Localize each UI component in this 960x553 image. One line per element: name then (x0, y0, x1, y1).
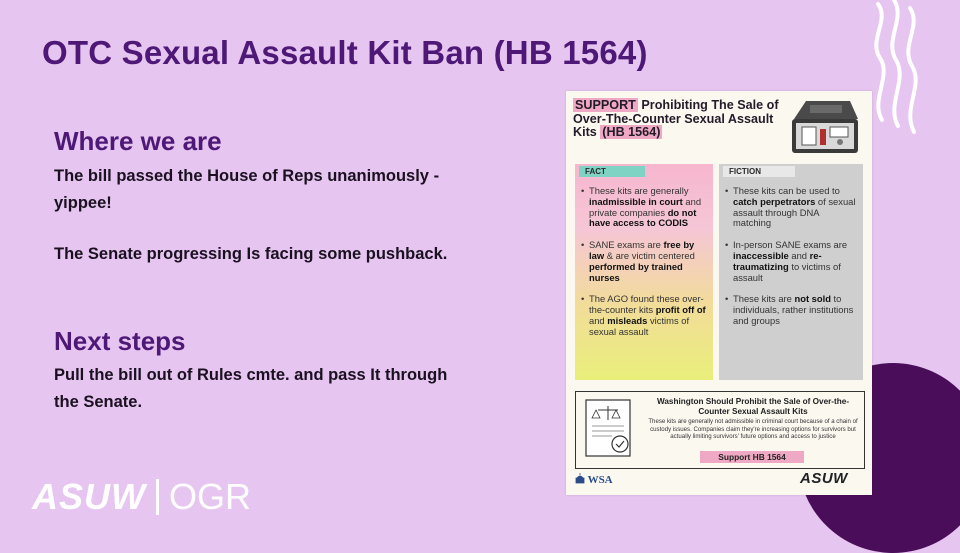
where-paragraph-1: The bill passed the House of Reps unanimously - yippee! (54, 167, 440, 212)
bottom-box-title: Washington Should Prohibit the Sale of Over-the-Counter Sexual Assault Kits (656, 397, 850, 416)
bottom-box-text: These kits are generally not admissible in criminal court because of a chain of custody issues. Companies claim they're increasing options for survivors but actually limiting survivors' future options and access to justice (648, 418, 858, 441)
section-heading-where: Where we are (54, 126, 222, 156)
asuw-logo-text: ASUW (32, 476, 146, 517)
fact-label: FACT (579, 166, 645, 177)
fact-item: • SANE exams are free by law & are victim centered performed by trained nurses (581, 240, 707, 283)
support-hb1564-button: Support HB 1564 (700, 451, 804, 463)
ogr-logo-text: OGR (169, 476, 252, 517)
policy-poster (566, 91, 872, 495)
bottom-summary-box (575, 391, 865, 469)
legal-document-icon (582, 398, 642, 460)
asuw-ogr-logo (32, 478, 251, 516)
poster-support-highlight: SUPPORT (575, 98, 636, 112)
poster-asuw-logo: ASUW (800, 470, 848, 487)
decorative-squiggle-icon (860, 0, 960, 160)
next-paragraph-1: Pull the bill out of Rules cmte. and pass It through the Senate. (54, 366, 448, 411)
wsa-logo: WSA (575, 473, 613, 486)
poster-headline-text: Prohibiting The Sale of Over-The-Counter Sexual Assault Kits (573, 98, 779, 139)
fact-column (575, 164, 713, 380)
fiction-item: • These kits are not sold to individuals, rather institutions and groups (725, 294, 857, 326)
evidence-kit-icon (788, 97, 864, 159)
section-heading-next: Next steps (54, 326, 186, 356)
fiction-item: • These kits can be used to catch perpetrators of sexual assault through DNA matching (725, 186, 857, 229)
fiction-label: FICTION (723, 166, 795, 177)
fact-item: • These kits are generally inadmissible in court and private companies do not have access to CODIS (581, 186, 707, 229)
logo-separator (156, 479, 159, 515)
capitol-icon (575, 473, 585, 484)
slide-title: OTC Sexual Assault Kit Ban (HB 1564) (42, 34, 648, 71)
poster-bill-highlight: (HB 1564) (602, 125, 661, 139)
fiction-column (719, 164, 863, 380)
fact-item: • The AGO found these over-the-counter kits profit off of and misleads victims of sexual assault (581, 294, 707, 337)
where-paragraph-2: The Senate progressing Is facing some pushback. (54, 245, 448, 263)
poster-headline (573, 99, 783, 140)
fiction-item: • In-person SANE exams are inaccessible and re-traumatizing to victims of assault (725, 240, 857, 283)
